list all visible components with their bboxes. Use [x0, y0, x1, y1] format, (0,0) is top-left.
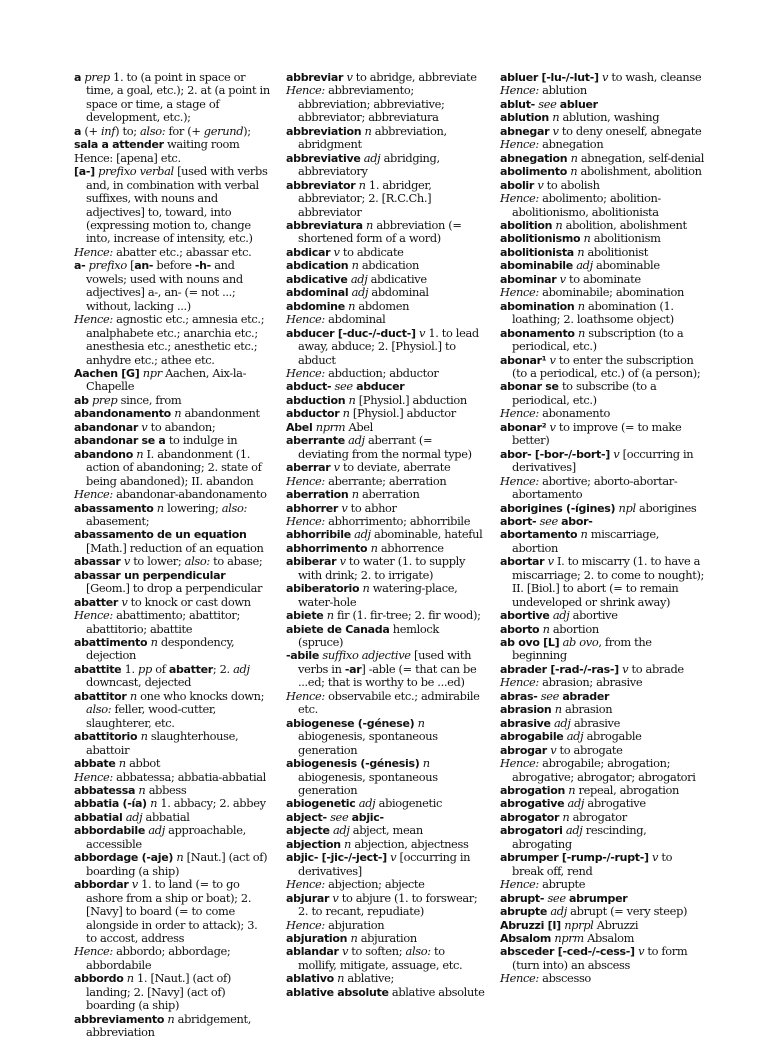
dictionary-entry: Hence: abrupte — [500, 877, 586, 892]
dictionary-entry: abrader [-rad-/-ras-] v to abrade — [500, 661, 684, 676]
dictionary-entry: aberrante adj aberrant (= deviating from the normal type) — [286, 433, 472, 461]
dictionary-entry: abjic- [-jic-/-ject-] v [occurring in derivatives] — [286, 850, 471, 878]
dictionary-entry: Hence: abonamento — [500, 406, 611, 421]
dictionary-entry: sala a attender waiting room — [74, 137, 240, 152]
dictionary-entry: ab prep since, from — [74, 392, 182, 407]
dictionary-entry: abdication n abdication — [286, 258, 419, 273]
dictionary-entry: ablut- see abluer — [500, 96, 598, 111]
dictionary-entry: abrogatori adj rescinding, abrogating — [500, 823, 647, 851]
dictionary-entry: Hence: abandonar-abandonamento — [74, 487, 267, 502]
dictionary-entry: abiete de Canada hemlock (spruce) — [286, 621, 439, 650]
dictionary-entry: abject- see abjic- — [286, 809, 384, 824]
dictionary-entry: abbreviar v to abridge, abbreviate — [286, 70, 477, 84]
dictionary-entry: abolimento n abolishment, abolition — [500, 164, 702, 179]
dictionary-entry: abolitionista n abolitionist — [500, 244, 648, 259]
dictionary-entry: abrupte adj abrupt (= very steep) — [500, 904, 688, 919]
dictionary-entry: abonamento n subscription (to a periodical, etc.) — [500, 325, 684, 354]
dictionary-entry: abortive adj abortive — [500, 608, 618, 623]
dictionary-entry: a (+ inf) to; also: for (+ gerund); — [74, 123, 251, 138]
dictionary-entry: Hence: agnostic etc.; amnesia etc.; analphabete etc.; anarchia etc.; anesthesia etc.; anesthetic etc.; anhydre etc.; athee etc. — [74, 312, 265, 367]
dictionary-entry: abor- [-bor-/-bort-] v [occurring in derivatives] — [500, 446, 694, 475]
dictionary-entry: abassamento de un equation [Math.] reduction of an equation — [74, 528, 264, 555]
dictionary-entry: abattite 1. pp of abatter; 2. adj downcast, dejected — [74, 661, 250, 690]
dictionary-entry: abassar v to lower; also: to abase; — [74, 554, 263, 569]
dictionary-entry: abhorribile adj abominable, hateful — [286, 527, 483, 542]
dictionary-entry: abjection n abjection, abjectness — [286, 836, 469, 851]
dictionary-entry: Hence: abbordo; abbordage; abbordabile — [74, 944, 231, 972]
dictionary-entry: Hence: abominabile; abomination — [500, 285, 684, 300]
dictionary-entry: [a-] prefixo verbal [used with verbs and, in combination with verbal suffixes, with nouns and adjectives] to, toward, into (expressing motion to, change into, increase of intensity, etc.) — [74, 164, 268, 246]
dictionary-entry: abrogation n repeal, abrogation — [500, 783, 680, 798]
dictionary-entry: abbordabile adj approachable, accessible — [74, 823, 246, 851]
dictionary-entry: abdominal adj abdominal — [286, 285, 429, 300]
dictionary-entry: Hence: abbreviamento; abbreviation; abbreviative; abbreviator; abbreviatura — [286, 83, 445, 125]
dictionary-entry: abattimento n despondency, dejection — [74, 635, 235, 663]
dictionary-entry: abort- see abor- — [500, 513, 593, 528]
dictionary-entry: abbatia (-ía) n 1. abbacy; 2. abbey — [74, 796, 266, 811]
dictionary-entry: abonar se to subscribe (to a periodical, etc.) — [500, 379, 657, 407]
dictionary-entry: abassamento n lowering; also: abasement; — [74, 500, 247, 528]
dictionary-entry: abbate n abbot — [74, 756, 161, 771]
dictionary-entry: Hence: abnegation — [500, 137, 604, 152]
dictionary-entry: aberrar v to deviate, aberrate — [286, 460, 451, 475]
dictionary-entry: abhorrimento n abhorrence — [286, 540, 444, 555]
dictionary-entry: abonar¹ v to enter the subscription (to a periodical, etc.) of (a person); — [500, 352, 701, 380]
dictionary-entry: abiogenetic adj abiogenetic — [286, 796, 443, 811]
dictionary-entry: abonar² v to improve (= to make better) — [500, 419, 682, 448]
dictionary-column-2 — [286, 71, 486, 999]
dictionary-entry: abdomine n abdomen — [286, 298, 410, 313]
dictionary-entry: Abruzzi [I] nprpl Abruzzi — [500, 917, 639, 932]
dictionary-entry: Hence: aberrante; aberration — [286, 473, 447, 488]
dictionary-entry: abortar v I. to miscarry (1. to have a miscarriage; 2. to come to nought); II. [Biol.] to abort (= to remain undeveloped or shrink away) — [500, 554, 705, 609]
dictionary-entry: abductor n [Physiol.] abductor — [286, 406, 456, 421]
dictionary-entry: abiete n fir (1. fir-tree; 2. fir wood); — [286, 608, 481, 623]
dictionary-entry: abandonar v to abandon; — [74, 419, 216, 434]
dictionary-entry: aberration n aberration — [286, 487, 420, 502]
dictionary-entry: ablution n ablution, washing — [500, 110, 660, 125]
dictionary-entry: Hence: abolimento; abolition-abolitionismo, abolitionista — [500, 191, 661, 219]
dictionary-entry: ab ovo [L] ab ovo, from the beginning — [500, 635, 652, 663]
dictionary-entry: abbreviatura n abbreviation (= shortened form of a word) — [286, 217, 462, 246]
dictionary-entry: abandono n I. abandonment (1. action of abandoning; 2. state of being abandoned); II. abandon — [74, 446, 262, 488]
dictionary-entry: abrumper [-rump-/-rupt-] v to break off, rend — [500, 850, 673, 878]
dictionary-entry: abhorrer v to abhor — [286, 500, 397, 515]
dictionary-entry: aborigines (-ígines) npl aborigines — [500, 500, 697, 515]
dictionary-entry: abnegation n abnegation, self-denial — [500, 150, 705, 165]
dictionary-entry: abbordage (-aje) n [Naut.] (act of) boarding (a ship) — [74, 850, 268, 878]
dictionary-entry: abjecte adj abject, mean — [286, 823, 423, 838]
dictionary-entry: abominar v to abominate — [500, 271, 641, 286]
dictionary-entry: Hence: observabile etc.; admirabile etc. — [286, 688, 480, 717]
dictionary-entry: Hence: abortive; aborto-abortar-abortamento — [500, 473, 678, 502]
dictionary-entry: abassar un perpendicular [Geom.] to drop a perpendicular — [74, 568, 263, 596]
dictionary-entry: abiogenesis (-génesis) n abiogenesis, spontaneous generation — [286, 756, 438, 798]
dictionary-entry: abbatial adj abbatial — [74, 809, 190, 824]
dictionary-entry: abrupt- see abrumper — [500, 890, 628, 905]
dictionary-entry: Hence: ablution — [500, 83, 587, 98]
dictionary-entry: abdicar v to abdicate — [286, 244, 404, 259]
dictionary-entry: Hence: abduction; abductor — [286, 365, 439, 380]
dictionary-column-1 — [74, 71, 270, 1040]
dictionary-entry: abortamento n miscarriage, abortion — [500, 527, 660, 555]
dictionary-entry: abolition n abolition, abolishment — [500, 217, 687, 232]
dictionary-entry: abandonamento n abandonment — [74, 406, 260, 421]
dictionary-entry: abbreviator n 1. abridger, abbreviator; 2. [R.C.Ch.] abbreviator — [286, 177, 432, 219]
dictionary-entry: abbordar v 1. to land (= to go ashore from a ship or boat); 2. [Navy] to board (= to come alongside in order to attack); 3. to accost, address — [74, 877, 258, 945]
dictionary-entry: abiberatorio n watering-place, water-hole — [286, 581, 458, 609]
dictionary-entry: abbreviation n abbreviation, abridgment — [286, 123, 447, 152]
dictionary-entry: Hence: [apena] etc. — [74, 150, 181, 165]
dictionary-entry: ablandar v to soften; also: to mollify, mitigate, assuage, etc. — [286, 944, 463, 972]
dictionary-entry: Hence: abattimento; abattitor; abattitorio; abattite — [74, 608, 240, 636]
dictionary-entry: absceder [-ced-/-cess-] v to form (turn into) an abscess — [500, 944, 688, 972]
dictionary-entry: abduction n [Physiol.] abduction — [286, 392, 467, 407]
dictionary-entry: Abel nprm Abel — [286, 419, 373, 434]
dictionary-entry: abrogar v to abrogate — [500, 742, 623, 757]
dictionary-entry: Hence: abjuration — [286, 917, 385, 932]
dictionary-entry: abatter v to knock or cast down — [74, 594, 251, 609]
dictionary-entry: Hence: abrogabile; abrogation; abrogative; abrogator; abrogatori — [500, 756, 696, 784]
dictionary-entry: abiberar v to water (1. to supply with drink; 2. to irrigate) — [286, 554, 466, 582]
dictionary-entry: abluer [-lu-/-lut-] v to wash, cleanse — [500, 70, 702, 84]
dictionary-entry: abjuration n abjuration — [286, 931, 417, 945]
dictionary-entry: abnegar v to deny oneself, abnegate — [500, 123, 702, 138]
dictionary-entry: abrogabile adj abrogable — [500, 729, 642, 744]
dictionary-entry: ablative absolute ablative absolute — [286, 984, 485, 999]
dictionary-entry: abrasive adj abrasive — [500, 715, 621, 730]
dictionary-entry: abbreviative adj abridging, abbreviatory — [286, 150, 440, 179]
dictionary-entry: abdicative adj abdicative — [286, 271, 427, 286]
dictionary-entry: aborto n abortion — [500, 621, 599, 636]
dictionary-entry: abolir v to abolish — [500, 177, 600, 192]
dictionary-entry: Hence: abbatessa; abbatia-abbatial — [74, 769, 266, 784]
dictionary-entry: abattitorio n slaughterhouse, abattoir — [74, 729, 239, 757]
dictionary-entry: Hence: abrasion; abrasive — [500, 675, 643, 690]
dictionary-entry: abiogenese (-génese) n abiogenesis, spontaneous generation — [286, 715, 438, 757]
dictionary-entry: abomination n abomination (1. loathing; 2. loathsome object) — [500, 298, 674, 327]
dictionary-entry: abolitionismo n abolitionism — [500, 231, 661, 246]
dictionary-entry: abjurar v to abjure (1. to forswear; 2. to recant, repudiate) — [286, 890, 478, 919]
dictionary-entry: abrogative adj abrogative — [500, 796, 646, 811]
dictionary-entry: abduct- see abducer — [286, 379, 405, 394]
dictionary-entry: Hence: abhorrimento; abhorribile — [286, 513, 471, 528]
dictionary-column-3 — [500, 71, 705, 986]
dictionary-entry: abattitor n one who knocks down; also: feller, wood-cutter, slaughterer, etc. — [74, 688, 265, 730]
dictionary-entry: Aachen [G] npr Aachen, Aix-la-Chapelle — [74, 365, 247, 394]
dictionary-entry: abrogator n abrogator — [500, 809, 627, 824]
dictionary-entry: ablativo n ablative; — [286, 971, 395, 986]
dictionary-entry: a prep 1. to (a point in space or time, a goal, etc.); 2. at (a point in space or time, a stage of development, etc.); — [74, 70, 270, 125]
dictionary-entry: abominabile adj abominable — [500, 258, 660, 273]
dictionary-entry: Hence: abjection; abjecte — [286, 877, 425, 892]
dictionary-entry: abducer [-duc-/-duct-] v 1. to lead away, abduce; 2. [Physiol.] to abduct — [286, 325, 479, 367]
dictionary-entry: abandonar se a to indulge in — [74, 433, 238, 448]
dictionary-entry: Hence: abdominal — [286, 312, 386, 327]
dictionary-entry: Hence: abatter etc.; abassar etc. — [74, 244, 252, 259]
dictionary-entry: -abile suffixo adjective [used with verbs in -ar] -able (= that can be ...ed; that is worthy to be ...ed) — [286, 648, 477, 690]
dictionary-entry: abbreviamento n abridgement, abbreviation — [74, 1011, 252, 1040]
dictionary-entry: abrasion n abrasion — [500, 702, 613, 717]
dictionary-entry: Hence: abscesso — [500, 971, 591, 986]
dictionary-entry: Absalom nprm Absalom — [500, 931, 635, 945]
dictionary-entry: abbatessa n abbess — [74, 783, 187, 798]
dictionary-entry: a- prefixo [an- before -h- and vowels; used with nouns and adjectives] a-, an- (= not ...; without, lacking ...) — [74, 258, 243, 313]
dictionary-entry: abbordo n 1. [Naut.] (act of) landing; 2. [Navy] (act of) boarding (a ship) — [74, 971, 232, 1013]
dictionary-entry: abras- see abrader — [500, 688, 610, 703]
